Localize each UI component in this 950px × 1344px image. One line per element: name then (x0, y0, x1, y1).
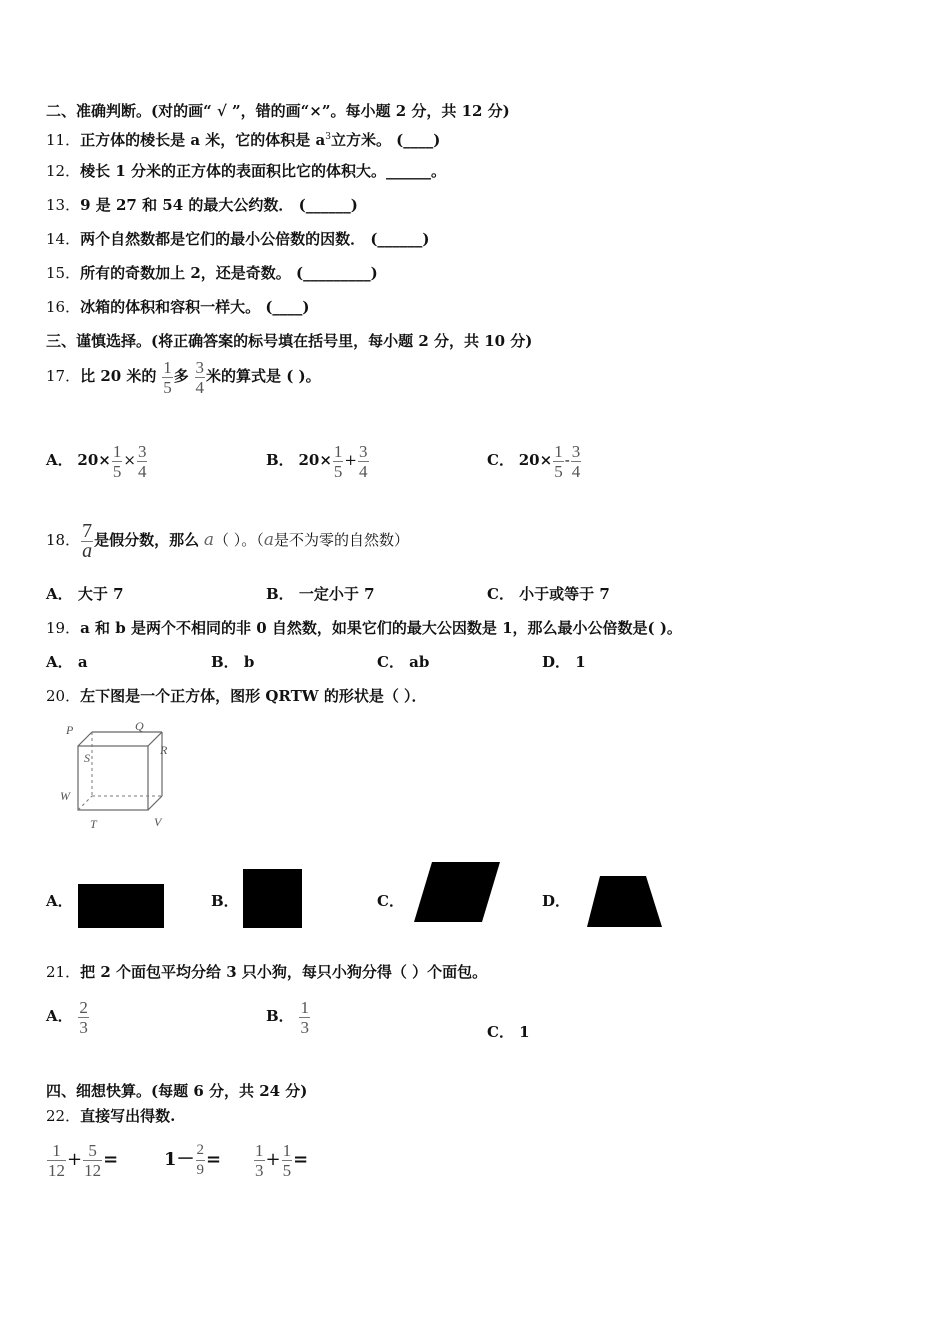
fraction: $\frac{1}{5}$ (282, 1140, 292, 1180)
option-label: A． (46, 1007, 73, 1025)
fraction: $\frac{3}{4}$ (571, 441, 581, 481)
question-text-mid: 多 (173, 367, 189, 385)
equals-sign: = (103, 1149, 119, 1170)
operator: + (67, 1149, 83, 1170)
option-expression: 20× (77, 451, 111, 469)
cube-figure (50, 718, 190, 838)
fraction: $\frac{1}{5}$ (163, 357, 172, 397)
cube-hidden-edges (78, 732, 162, 810)
variable-a: a (203, 530, 215, 550)
cube-edges (78, 732, 162, 810)
fraction: $\frac{1}{3}$ (255, 1140, 264, 1180)
option-a[interactable]: A． a (46, 653, 88, 671)
question-text: 所有的奇数加上 2，还是奇数。 (_________) (80, 264, 378, 282)
operator: + (344, 451, 357, 469)
option-b[interactable]: B． (211, 892, 239, 910)
question-number: 11． (46, 131, 81, 149)
question-number: 16． (46, 298, 81, 316)
question-text: 正方体的棱长是 a 米，它的体积是 a (80, 131, 326, 149)
option-label: C． (487, 451, 514, 469)
option-expression: 20× (298, 451, 332, 469)
cube-label-q: Q (135, 719, 144, 733)
cube-label-s: S (84, 751, 90, 765)
operand: 1－ (164, 1149, 195, 1170)
question-14 (46, 229, 430, 249)
cube-label-w: W (60, 789, 70, 803)
section-4-header: 四、细想快算。(每题 6 分，共 24 分) (46, 1082, 308, 1100)
option-b[interactable]: B． 一定小于 7 (266, 585, 375, 603)
question-text: 把 2 个面包平均分给 3 只小狗，每只小狗分得（ ）个面包。 (80, 963, 488, 981)
question-21 (46, 962, 487, 982)
question-number: 18． (46, 531, 81, 549)
cube-label-p: P (66, 723, 74, 737)
equals-sign: = (293, 1149, 309, 1170)
option-c[interactable] (487, 440, 582, 481)
question-number: 12． (46, 162, 81, 180)
operator: + (265, 1149, 281, 1170)
question-text: 比 20 米的 (80, 367, 157, 385)
question-text: 棱长 1 分米的正方体的表面积比它的体积大。______。 (80, 162, 446, 180)
cube-label-t: T (90, 817, 97, 831)
question-15 (46, 263, 378, 283)
option-d[interactable]: D． 1 (542, 653, 586, 671)
fraction: $\frac{3}{4}$ (195, 357, 204, 397)
fraction: $\frac{3}{4}$ (359, 441, 368, 481)
question-number: 19． (46, 619, 81, 637)
question-text-end: 立方米。 (____) (330, 131, 441, 149)
fraction-seven-over-a: $\frac{7}{a}$ (82, 519, 93, 562)
expression-1 (46, 1138, 118, 1182)
question-number: 22． (46, 1107, 81, 1125)
option-c[interactable]: C． 1 (487, 1023, 530, 1041)
question-number: 21． (46, 963, 81, 981)
question-number: 15． (46, 264, 81, 282)
fraction: $\frac{1}{3}$ (300, 997, 309, 1037)
question-text-mid: （ ）。（ (214, 531, 264, 549)
question-text: 是假分数，那么 (94, 531, 200, 549)
question-19 (46, 618, 682, 638)
variable-a: a (263, 530, 274, 550)
question-text: a 和 b 是两个不相同的非 0 自然数，如果它们的最大公因数是 1，那么最小公倍数是( )。 (80, 619, 682, 637)
fraction: $\frac{3}{4}$ (137, 441, 147, 481)
question-11 (46, 127, 440, 150)
option-b[interactable] (266, 440, 370, 481)
question-text-end: 米的算式是 ( )。 (206, 367, 321, 385)
option-b[interactable] (266, 996, 311, 1037)
option-label: B． (266, 1007, 294, 1025)
cube-label-r: R (160, 743, 168, 757)
question-18 (46, 520, 409, 561)
question-16 (46, 297, 310, 317)
superscript: 3 (325, 132, 331, 142)
question-text: 冰箱的体积和容积一样大。 (____) (80, 298, 310, 316)
option-c-parallelogram-shape[interactable] (412, 862, 502, 924)
option-c[interactable]: C． ab (377, 653, 430, 671)
fraction: $\frac{1}{5}$ (333, 441, 343, 481)
fraction: $\frac{1}{5}$ (554, 441, 563, 481)
fraction: $\frac{5}{12}$ (84, 1140, 102, 1180)
cube-label-v: V (154, 815, 162, 829)
option-label: B． (266, 451, 294, 469)
question-number: 14． (46, 230, 81, 248)
option-a[interactable] (46, 440, 148, 481)
option-d-trapezoid-shape[interactable] (586, 875, 664, 929)
fraction: $\frac{2}{3}$ (79, 997, 88, 1037)
question-17 (46, 356, 321, 397)
option-a[interactable]: A． (46, 892, 73, 910)
option-label: A． (46, 451, 73, 469)
equals-sign: = (206, 1149, 222, 1170)
fraction: $\frac{1}{5}$ (112, 441, 122, 481)
question-number: 20． (46, 687, 81, 705)
question-text: 两个自然数都是它们的最小公倍数的因数． (______) (80, 230, 430, 248)
question-text: 直接写出得数. (80, 1107, 176, 1125)
option-a[interactable] (46, 996, 90, 1037)
option-b-square-shape[interactable] (243, 869, 302, 928)
expression-2 (164, 1138, 221, 1182)
option-c[interactable]: C． 小于或等于 7 (487, 585, 610, 603)
question-number: 17． (46, 367, 81, 385)
option-a-rectangle-shape[interactable] (78, 884, 164, 928)
question-number: 13． (46, 196, 81, 214)
question-text: 左下图是一个正方体，图形 QRTW 的形状是（ ）． (80, 687, 427, 705)
fraction: $\frac{2}{9}$ (196, 1141, 205, 1178)
option-b[interactable]: B． b (211, 653, 255, 671)
operator: - (564, 451, 570, 469)
question-12 (46, 161, 446, 181)
operator: × (123, 451, 136, 469)
option-c[interactable]: C． (377, 892, 404, 910)
section-2-header: 二、准确判断。(对的画“ √ ”，错的画“×”。每小题 2 分，共 12 分) (46, 102, 510, 120)
question-text-end: 是不为零的自然数） (273, 531, 409, 549)
section-3-header: 三、谨慎选择。(将正确答案的标号填在括号里，每小题 2 分，共 10 分) (46, 332, 533, 350)
expression-3 (253, 1138, 308, 1182)
question-13 (46, 195, 358, 215)
question-text: 9 是 27 和 54 的最大公约数． (______) (80, 196, 358, 214)
option-expression: 20× (518, 451, 553, 469)
option-d[interactable]: D． (542, 892, 571, 910)
question-20 (46, 686, 427, 706)
fraction: $\frac{1}{12}$ (48, 1140, 65, 1180)
question-22 (46, 1106, 175, 1126)
option-a[interactable]: A． 大于 7 (46, 585, 124, 603)
